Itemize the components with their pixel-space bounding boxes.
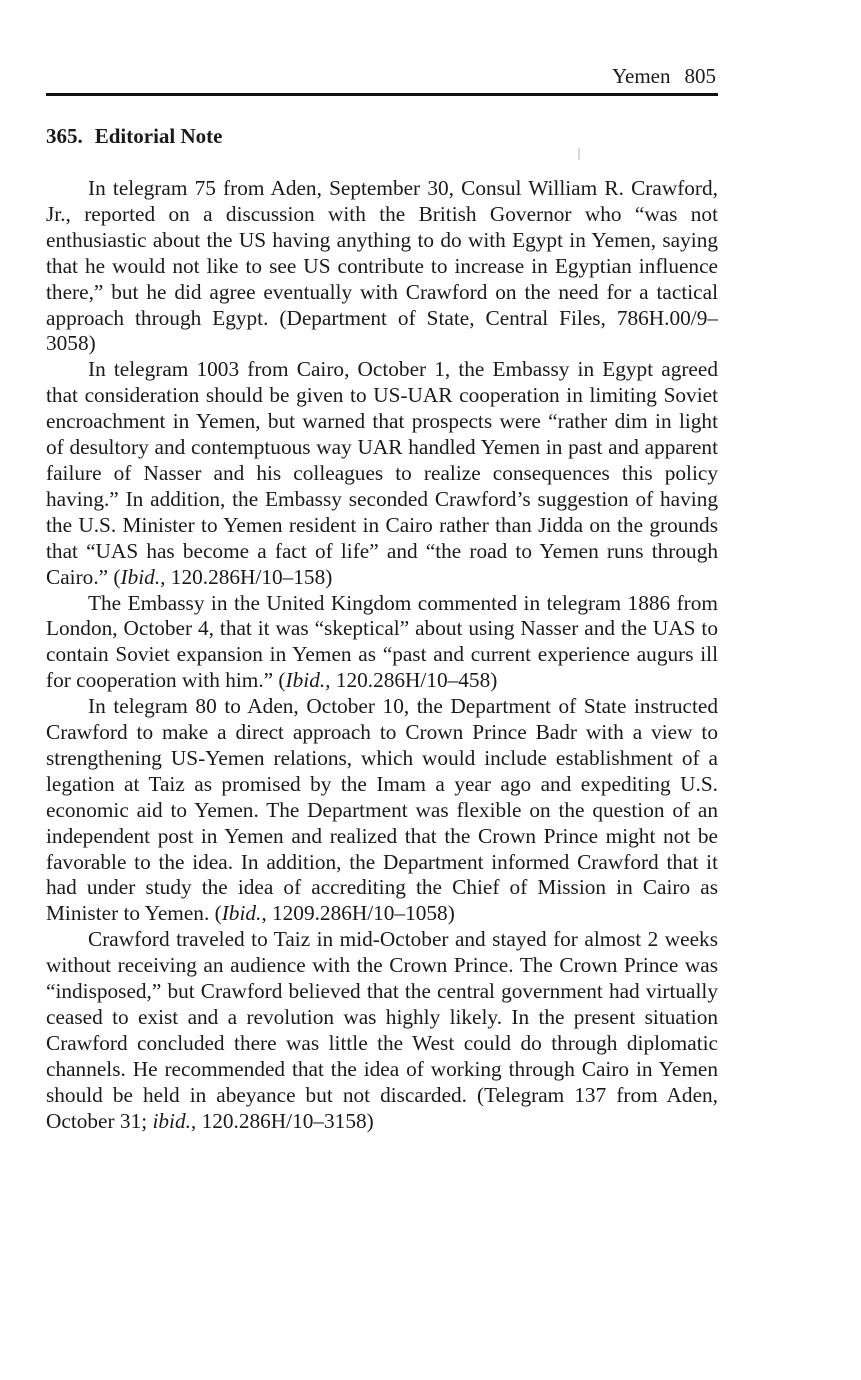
header-rule <box>46 93 718 96</box>
paragraph-3 <box>46 591 718 695</box>
running-head-title: Yemen <box>611 64 671 88</box>
paragraph-4-ibid: Ibid., <box>221 901 267 926</box>
paragraph-2-ibid: Ibid., <box>120 564 166 589</box>
paragraph-2 <box>46 357 718 590</box>
paragraph-4 <box>46 694 718 927</box>
paragraph-5-ibid: ibid., <box>152 1108 197 1133</box>
section-title: Editorial Note <box>94 124 223 148</box>
paragraph-3-citation: 120.286H/10–458) <box>330 668 498 693</box>
paragraph-2-text: In telegram 1003 from Cairo, October 1, the Embassy in Egypt agreed that consideration should be given to US-UAR cooperation in limiting Soviet encroachment in Yemen, but warned that prospects were “rather dim in light of desultory and contemptuous way UAR handled Yemen in past and apparent failure of Nasser and his colleagues to realize consequences this policy having.” In addition, the Embassy seconded Crawford’s suggestion of having the U.S. Minister to Yemen resident in Cairo rather than Jidda on the grounds that “UAS has become a fact of life” and “the road to Yemen runs through Cairo.” ( <box>46 357 718 589</box>
document-page <box>46 62 718 1135</box>
body-text <box>46 176 718 1135</box>
page-number: 805 <box>684 64 716 88</box>
paragraph-4-citation: 1209.286H/10–1058) <box>266 901 455 926</box>
paragraph-5-citation: 120.286H/10–3158) <box>196 1108 374 1133</box>
paragraph-3-ibid: Ibid., <box>285 668 331 693</box>
paragraph-1-text: In telegram 75 from Aden, September 30, Consul William R. Crawford, Jr., reported on a discussion with the British Governor who “was not enthusiastic about the US having anything to do with Egypt in Yemen, saying that he would not like to see US contribute to increase in Egyptian influence there,” but he did agree eventually with Crawford on the need for a tactical approach through Egypt. (Department of State, Central Files, 786H.00/9–3058) <box>46 176 718 356</box>
paragraph-5-text: Crawford traveled to Taiz in mid-October and stayed for almost 2 weeks without receiving an audience with the Crown Prince. The Crown Prince was “indisposed,” but Crawford believed that the central government had virtually ceased to exist and a revolution was highly likely. In the present situation Crawford concluded there was little the West could do through diplomatic channels. He recommended that the idea of working through Cairo in Yemen should be held in abeyance but not discarded. (Telegram 137 from Aden, October 31; <box>46 927 718 1133</box>
paragraph-4-text: In telegram 80 to Aden, October 10, the Department of State instructed Crawford to make a direct approach to Crown Prince Badr with a view to strengthening US-Yemen relations, which would include establishment of a legation at Taiz as promised by the Imam a year ago and expediting U.S. economic aid to Yemen. The Department was flexible on the question of an independent post in Yemen and realized that the Crown Prince might not be favorable to the idea. In addition, the Department informed Crawford that it had under study the idea of accrediting the Chief of Mission in Cairo as Minister to Yemen. ( <box>46 694 718 926</box>
paragraph-1 <box>46 176 718 357</box>
paragraph-5 <box>46 927 718 1134</box>
paragraph-2-citation: 120.286H/10–158) <box>165 564 333 589</box>
section-number: 365. <box>46 124 83 148</box>
running-head <box>46 62 718 90</box>
paragraph-3-text: The Embassy in the United Kingdom commented in telegram 1886 from London, October 4, that it was “skeptical” about using Nasser and the UAS to contain Soviet expansion in Yemen as “past and current experience augurs ill for cooperation with him.” ( <box>46 590 718 693</box>
section-heading <box>46 122 718 150</box>
